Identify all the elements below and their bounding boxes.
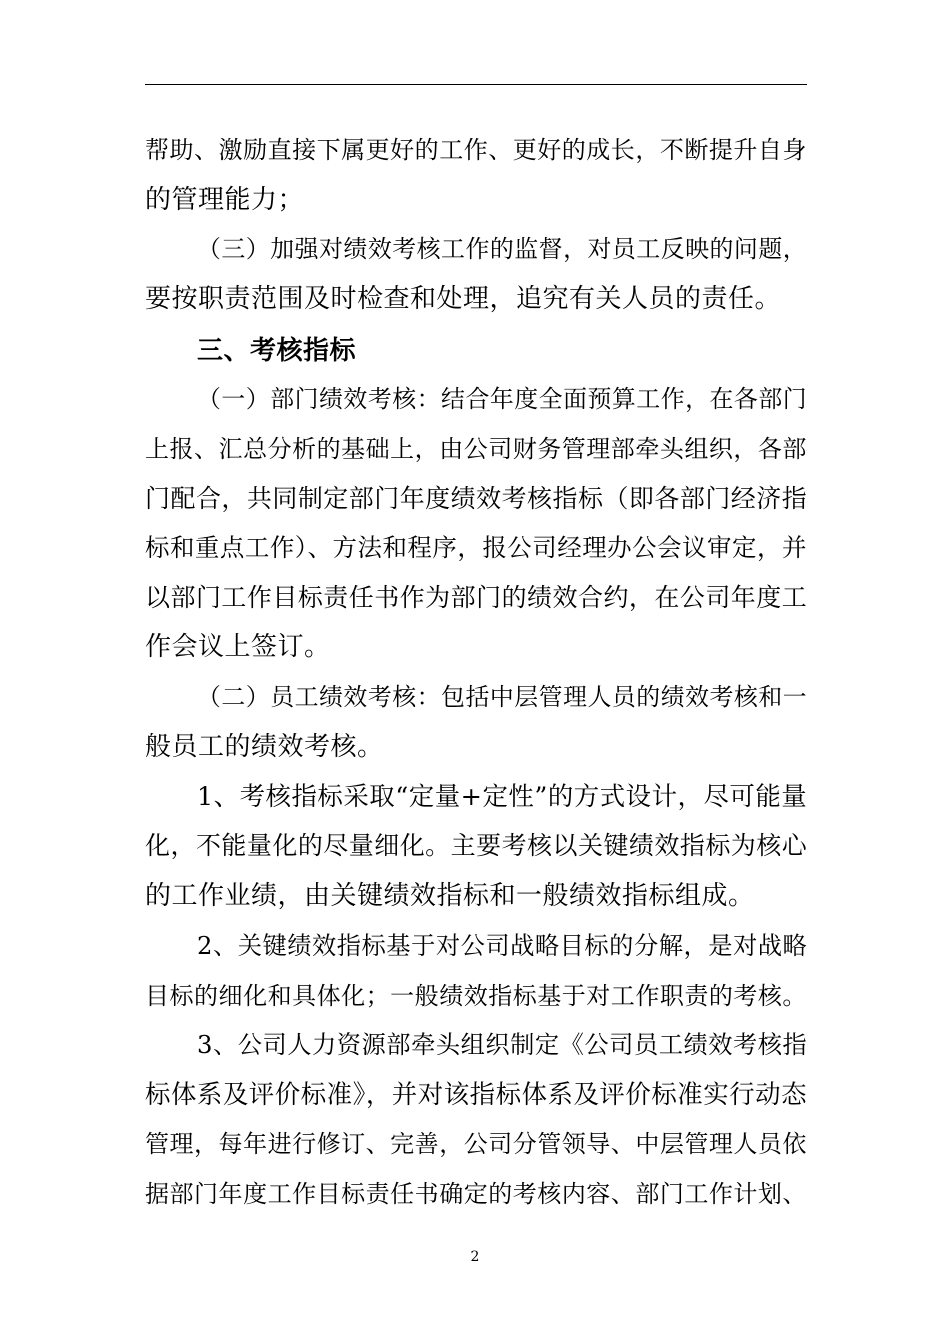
header-rule [145,84,807,85]
paragraph-line: 门配合，共同制定部门年度绩效考核指标（即各部门经济指 [145,484,808,513]
paragraph-line: 作会议上签订。 [145,632,331,662]
section-heading: 三、考核指标 [197,336,357,366]
paragraph-line: 般员工的绩效考核。 [145,732,384,762]
paragraph-line: 的工作业绩，由关键绩效指标和一般绩效指标组成。 [145,881,755,911]
paragraph-line: 目标的细化和具体化；一般绩效指标基于对工作职责的考核。 [145,982,807,1010]
paragraph-line: （二）员工绩效考核：包括中层管理人员的绩效考核和一 [197,683,808,711]
paragraph-line: 帮助、激励直接下属更好的工作、更好的成长，不断提升自身 [145,136,807,164]
paragraph-line: 3、公司人力资源部牵头组织制定《公司员工绩效考核指 [197,1030,808,1059]
paragraph-line: 2、关键绩效指标基于对公司战略目标的分解，是对战略 [197,931,808,960]
paragraph-line: 1、考核指标采取“定量+定性”的方式设计，尽可能量 [197,782,808,812]
paragraph-line: 上报、汇总分析的基础上，由公司财务管理部牵头组织，各部 [145,435,807,463]
paragraph-line: 要按职责范围及时检查和处理，追究有关人员的责任。 [145,284,782,314]
page-number: 2 [470,1249,480,1265]
paragraph-line: 标体系及评价标准》，并对该指标体系及评价标准实行动态 [145,1080,808,1110]
paragraph-line: 以部门工作目标责任书作为部门的绩效合约，在公司年度工 [145,583,808,612]
paragraph-line: 的管理能力； [145,185,305,215]
paragraph-line: 管理，每年进行修订、完善，公司分管领导、中层管理人员依 [145,1130,807,1158]
paragraph-line: 标和重点工作）、方法和程序，报公司经理办公会议审定，并 [145,533,807,562]
paragraph-line: （三）加强对绩效考核工作的监督，对员工反映的问题， [197,235,808,263]
paragraph-line: 据部门年度工作目标责任书确定的考核内容、部门工作计划、 [145,1180,807,1208]
paragraph-line: （一）部门绩效考核：结合年度全面预算工作，在各部门 [197,385,808,413]
paragraph-line: 化，不能量化的尽量细化。主要考核以关键绩效指标为核心 [145,831,808,860]
